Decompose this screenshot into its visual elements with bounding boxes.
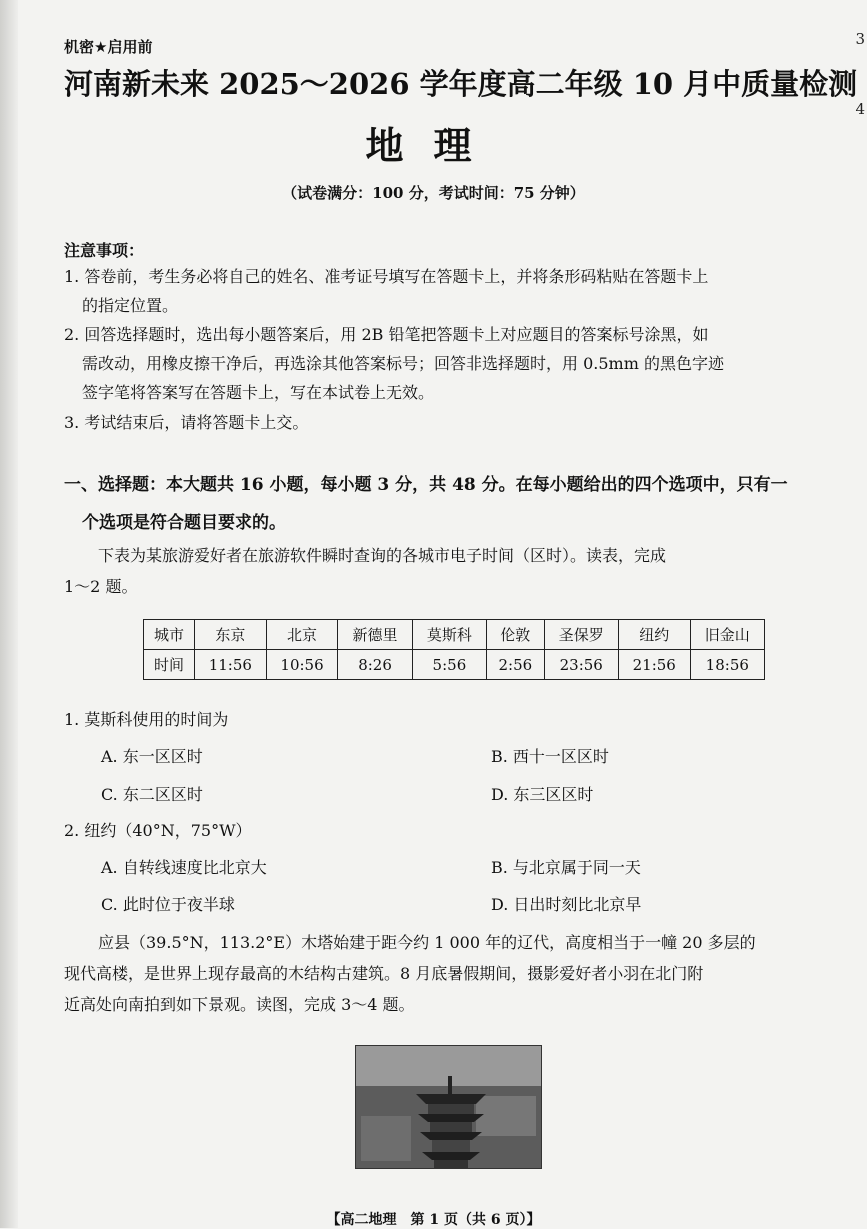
- intro-line: 应县（39.5°N，113.2°E）木塔始建于距今约 1 000 年的辽代，高度相当于一幢 20 多层的: [98, 933, 756, 952]
- page-footer: 【高二地理 第 1 页（共 6 页）】: [326, 1212, 541, 1228]
- time-cell: 11:56: [195, 650, 267, 680]
- secret-mark: 机密★启用前: [64, 38, 153, 56]
- option-a: A. 东一区区时: [101, 747, 203, 766]
- question-stem: 2. 纽约（40°N，75°W）: [64, 821, 252, 840]
- city-cell: 东京: [195, 620, 267, 650]
- row-label: 时间: [144, 650, 195, 680]
- exam-title: 河南新未来 2025～2026 学年度高二年级 10 月中质量检测: [64, 67, 858, 101]
- time-cell: 21:56: [618, 650, 690, 680]
- option-b: B. 与北京属于同一天: [491, 858, 641, 877]
- margin-number: 4: [855, 100, 865, 118]
- option-c: C. 东二区区时: [101, 785, 203, 804]
- row-label: 城市: [144, 620, 195, 650]
- note-item: [64, 262, 824, 320]
- table-row: [144, 620, 765, 650]
- note-item: [64, 320, 824, 407]
- note-line: 3. 考试结束后，请将答题卡上交。: [64, 413, 309, 432]
- city-time-table: [143, 619, 765, 680]
- pagoda-photo: [355, 1045, 542, 1169]
- time-cell: 18:56: [690, 650, 764, 680]
- intro-line: 现代高楼，是世界上现存最高的木结构古建筑。8 月底暑假期间，摄影爱好者小羽在北门附: [64, 964, 704, 983]
- note-line: 2. 回答选择题时，选出每小题答案后，用 2B 铅笔把答题卡上对应题目的答案标号涂黑，如: [64, 325, 709, 344]
- option-a: A. 自转线速度比北京大: [101, 858, 267, 877]
- time-cell: 23:56: [544, 650, 618, 680]
- section-line: 个选项是符合题目要求的。: [82, 513, 286, 533]
- intro-line: 近高处向南拍到如下景观。读图，完成 3～4 题。: [64, 995, 415, 1014]
- city-cell: 圣保罗: [544, 620, 618, 650]
- intro-paragraph: [64, 927, 824, 1020]
- section-title: [64, 466, 824, 542]
- time-cell: 8:26: [338, 650, 412, 680]
- option-c: C. 此时位于夜半球: [101, 895, 235, 914]
- section-line: 一、选择题：本大题共 16 小题，每小题 3 分，共 48 分。在每小题给出的四个选项中，只有一: [64, 475, 788, 495]
- city-cell: 纽约: [618, 620, 690, 650]
- margin-number: 3: [855, 30, 865, 48]
- note-line: 需改动，用橡皮擦干净后，再选涂其他答案标号；回答非选择题时，用 0.5mm 的黑色字迹: [82, 354, 724, 373]
- intro-paragraph: [64, 540, 824, 602]
- table-row: [144, 650, 765, 680]
- exam-info: （试卷满分：100 分，考试时间：75 分钟）: [282, 184, 585, 202]
- note-line: 的指定位置。: [82, 296, 179, 315]
- note-line: 1. 答卷前，考生务必将自己的姓名、准考证号填写在答题卡上，并将条形码粘贴在答题卡上: [64, 267, 709, 286]
- time-cell: 10:56: [266, 650, 338, 680]
- intro-line: 下表为某旅游爱好者在旅游软件瞬时查询的各城市电子时间（区时）。读表，完成: [98, 546, 667, 565]
- note-line: 签字笔将答案写在答题卡上，写在本试卷上无效。: [82, 383, 435, 402]
- notes-heading: 注意事项：: [64, 241, 145, 260]
- city-cell: 北京: [266, 620, 338, 650]
- option-b: B. 西十一区区时: [491, 747, 609, 766]
- option-d: D. 东三区区时: [491, 785, 594, 804]
- city-cell: 伦敦: [487, 620, 545, 650]
- city-cell: 莫斯科: [412, 620, 486, 650]
- city-cell: 旧金山: [690, 620, 764, 650]
- subject-title: 地理: [365, 123, 502, 168]
- time-cell: 2:56: [487, 650, 545, 680]
- note-item: [64, 408, 824, 437]
- city-cell: 新德里: [338, 620, 412, 650]
- intro-line: 1～2 题。: [64, 577, 138, 596]
- option-d: D. 日出时刻比北京早: [491, 895, 642, 914]
- question-stem: 1. 莫斯科使用的时间为: [64, 710, 229, 729]
- time-cell: 5:56: [412, 650, 486, 680]
